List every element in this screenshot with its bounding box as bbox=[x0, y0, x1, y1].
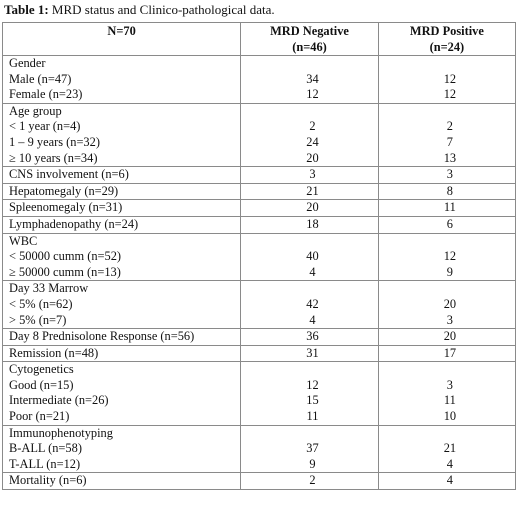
row-label: Lymphadenopathy (n=24) bbox=[9, 216, 139, 231]
mrd-negative-value: 12 bbox=[306, 377, 319, 392]
row-label: < 1 year (n=4) bbox=[9, 119, 81, 134]
mrd-positive-value bbox=[385, 426, 515, 442]
mrd-negative-cell bbox=[241, 473, 379, 490]
mrd-negative-value: 34 bbox=[306, 71, 319, 86]
table-row bbox=[3, 329, 516, 346]
row-label-cell bbox=[3, 103, 241, 166]
mrd-positive-cell bbox=[378, 329, 515, 346]
mrd-negative-cell bbox=[241, 200, 379, 217]
mrd-negative-cell bbox=[241, 362, 379, 425]
row-label: Day 8 Prednisolone Response (n=56) bbox=[9, 329, 195, 344]
mrd-positive-value: 20 bbox=[443, 296, 457, 311]
mrd-positive-cell bbox=[378, 345, 515, 362]
mrd-positive-value: 6 bbox=[446, 216, 453, 231]
row-label: Female (n=23) bbox=[9, 87, 83, 102]
mrd-negative-value bbox=[247, 56, 378, 72]
row-label: > 5% (n=7) bbox=[9, 312, 67, 327]
row-label: Remission (n=48) bbox=[9, 345, 99, 360]
mrd-negative-value bbox=[247, 104, 378, 120]
row-label: Gender bbox=[9, 56, 46, 70]
mrd-positive-value: 12 bbox=[443, 71, 457, 86]
row-label-cell bbox=[3, 233, 241, 281]
row-label: Cytogenetics bbox=[9, 362, 74, 377]
mrd-positive-cell bbox=[378, 233, 515, 281]
mrd-positive-value: 3 bbox=[446, 312, 453, 327]
row-label-cell bbox=[3, 473, 241, 490]
row-label: Immunophenotyping bbox=[9, 425, 113, 440]
table-row bbox=[3, 200, 516, 217]
mrd-negative-value: 21 bbox=[306, 183, 319, 198]
mrd-negative-value: 20 bbox=[306, 150, 319, 165]
mrd-negative-value: 9 bbox=[309, 456, 316, 471]
mrd-positive-value: 13 bbox=[443, 150, 457, 165]
header-mrd-negative-line2: (n=46) bbox=[292, 40, 327, 54]
mrd-positive-cell bbox=[378, 167, 515, 184]
row-label: Hepatomegaly (n=29) bbox=[9, 183, 119, 198]
mrd-positive-value: 4 bbox=[446, 456, 453, 471]
mrd-positive-value: 8 bbox=[446, 183, 453, 198]
mrd-positive-value bbox=[385, 281, 515, 297]
row-label-cell bbox=[3, 216, 241, 233]
mrd-negative-value: 3 bbox=[309, 167, 316, 182]
mrd-negative-cell bbox=[241, 329, 379, 346]
table-row bbox=[3, 473, 516, 490]
row-label: CNS involvement (n=6) bbox=[9, 167, 129, 182]
mrd-negative-value: 2 bbox=[309, 119, 316, 134]
mrd-positive-cell bbox=[378, 362, 515, 425]
mrd-negative-value: 31 bbox=[306, 345, 319, 360]
mrd-positive-value bbox=[385, 362, 515, 378]
row-label: < 5% (n=62) bbox=[9, 296, 73, 311]
mrd-negative-value bbox=[247, 281, 378, 297]
mrd-positive-value: 21 bbox=[443, 441, 457, 456]
header-mrd-positive bbox=[378, 23, 515, 56]
mrd-positive-value: 4 bbox=[446, 473, 453, 488]
mrd-negative-value: 2 bbox=[309, 473, 316, 488]
row-label: ≥ 10 years (n=34) bbox=[9, 150, 98, 165]
row-label-cell bbox=[3, 345, 241, 362]
mrd-negative-value bbox=[247, 362, 378, 378]
mrd-negative-cell bbox=[241, 281, 379, 329]
mrd-positive-value bbox=[385, 56, 515, 72]
table-body bbox=[3, 56, 516, 490]
mrd-negative-value: 11 bbox=[306, 409, 319, 424]
mrd-negative-value: 36 bbox=[306, 329, 319, 344]
row-label: ≥ 50000 cumm (n=13) bbox=[9, 264, 121, 279]
mrd-negative-cell bbox=[241, 425, 379, 473]
mrd-positive-value: 12 bbox=[443, 87, 457, 102]
mrd-negative-cell bbox=[241, 103, 379, 166]
mrd-positive-cell bbox=[378, 281, 515, 329]
header-n-total: N=70 bbox=[3, 23, 241, 56]
mrd-positive-value: 17 bbox=[443, 345, 457, 360]
mrd-negative-cell bbox=[241, 183, 379, 200]
row-label: Spleenomegaly (n=31) bbox=[9, 200, 123, 215]
mrd-negative-value: 40 bbox=[306, 249, 319, 264]
row-label: < 50000 cumm (n=52) bbox=[9, 249, 122, 264]
row-label-cell bbox=[3, 281, 241, 329]
mrd-negative-cell bbox=[241, 56, 379, 104]
row-label-cell bbox=[3, 183, 241, 200]
header-mrd-negative-line1: MRD Negative bbox=[270, 24, 349, 38]
row-label-cell bbox=[3, 329, 241, 346]
mrd-positive-cell bbox=[378, 473, 515, 490]
mrd-negative-cell bbox=[241, 233, 379, 281]
header-mrd-positive-line1: MRD Positive bbox=[409, 24, 484, 38]
mrd-positive-cell bbox=[378, 103, 515, 166]
table-row bbox=[3, 216, 516, 233]
mrd-negative-cell bbox=[241, 167, 379, 184]
mrd-positive-value bbox=[385, 234, 515, 250]
mrd-negative-value: 15 bbox=[306, 393, 319, 408]
row-label: T-ALL (n=12) bbox=[9, 456, 81, 471]
mrd-positive-value: 11 bbox=[443, 393, 456, 408]
table-row bbox=[3, 345, 516, 362]
row-label: 1 – 9 years (n=32) bbox=[9, 134, 100, 149]
mrd-positive-value: 20 bbox=[443, 329, 457, 344]
mrd-positive-value: 9 bbox=[446, 264, 453, 279]
row-label: WBC bbox=[9, 233, 38, 248]
table-row bbox=[3, 281, 516, 329]
mrd-positive-cell bbox=[378, 200, 515, 217]
mrd-negative-cell bbox=[241, 345, 379, 362]
mrd-positive-value: 3 bbox=[446, 167, 453, 182]
mrd-positive-value: 11 bbox=[443, 200, 456, 215]
row-label: Good (n=15) bbox=[9, 377, 74, 392]
mrd-positive-cell bbox=[378, 216, 515, 233]
table-row bbox=[3, 233, 516, 281]
mrd-negative-value: 24 bbox=[306, 134, 319, 149]
mrd-positive-value bbox=[385, 104, 515, 120]
mrd-negative-value: 4 bbox=[309, 312, 316, 327]
mrd-clinicopathological-table bbox=[2, 22, 516, 490]
mrd-positive-value: 12 bbox=[443, 249, 457, 264]
mrd-negative-value: 20 bbox=[306, 200, 319, 215]
mrd-negative-value: 18 bbox=[306, 216, 319, 231]
mrd-positive-value: 7 bbox=[446, 134, 453, 149]
caption-text: MRD status and Clinico-pathological data. bbox=[48, 2, 275, 17]
row-label: Day 33 Marrow bbox=[9, 281, 89, 296]
mrd-positive-cell bbox=[378, 425, 515, 473]
table-row bbox=[3, 362, 516, 425]
mrd-negative-value: 12 bbox=[306, 87, 319, 102]
row-label: Poor (n=21) bbox=[9, 409, 70, 424]
table-row bbox=[3, 425, 516, 473]
table-row bbox=[3, 103, 516, 166]
mrd-positive-value: 2 bbox=[446, 119, 453, 134]
row-label: B-ALL (n=58) bbox=[9, 441, 82, 456]
mrd-positive-cell bbox=[378, 183, 515, 200]
mrd-negative-value bbox=[247, 234, 378, 250]
table-row bbox=[3, 56, 516, 104]
table-row bbox=[3, 183, 516, 200]
row-label-cell bbox=[3, 200, 241, 217]
row-label: Male (n=47) bbox=[9, 71, 72, 86]
mrd-negative-cell bbox=[241, 216, 379, 233]
header-mrd-positive-line2: (n=24) bbox=[429, 40, 465, 54]
row-label-cell bbox=[3, 425, 241, 473]
header-mrd-negative bbox=[241, 23, 379, 56]
mrd-negative-value: 42 bbox=[306, 296, 319, 311]
row-label: Intermediate (n=26) bbox=[9, 393, 109, 408]
row-label-cell bbox=[3, 362, 241, 425]
table-header-row bbox=[3, 23, 516, 56]
mrd-negative-value: 4 bbox=[309, 264, 316, 279]
row-label-cell bbox=[3, 167, 241, 184]
row-label: Age group bbox=[9, 103, 62, 118]
mrd-positive-value: 10 bbox=[443, 409, 457, 424]
mrd-positive-cell bbox=[378, 56, 515, 104]
mrd-negative-value: 37 bbox=[306, 441, 319, 456]
caption-prefix: Table 1: bbox=[4, 2, 49, 17]
table-caption bbox=[4, 2, 275, 18]
mrd-negative-value bbox=[247, 426, 378, 442]
mrd-positive-value: 3 bbox=[446, 377, 453, 392]
table-row bbox=[3, 167, 516, 184]
row-label: Mortality (n=6) bbox=[9, 473, 87, 488]
row-label-cell bbox=[3, 56, 241, 104]
